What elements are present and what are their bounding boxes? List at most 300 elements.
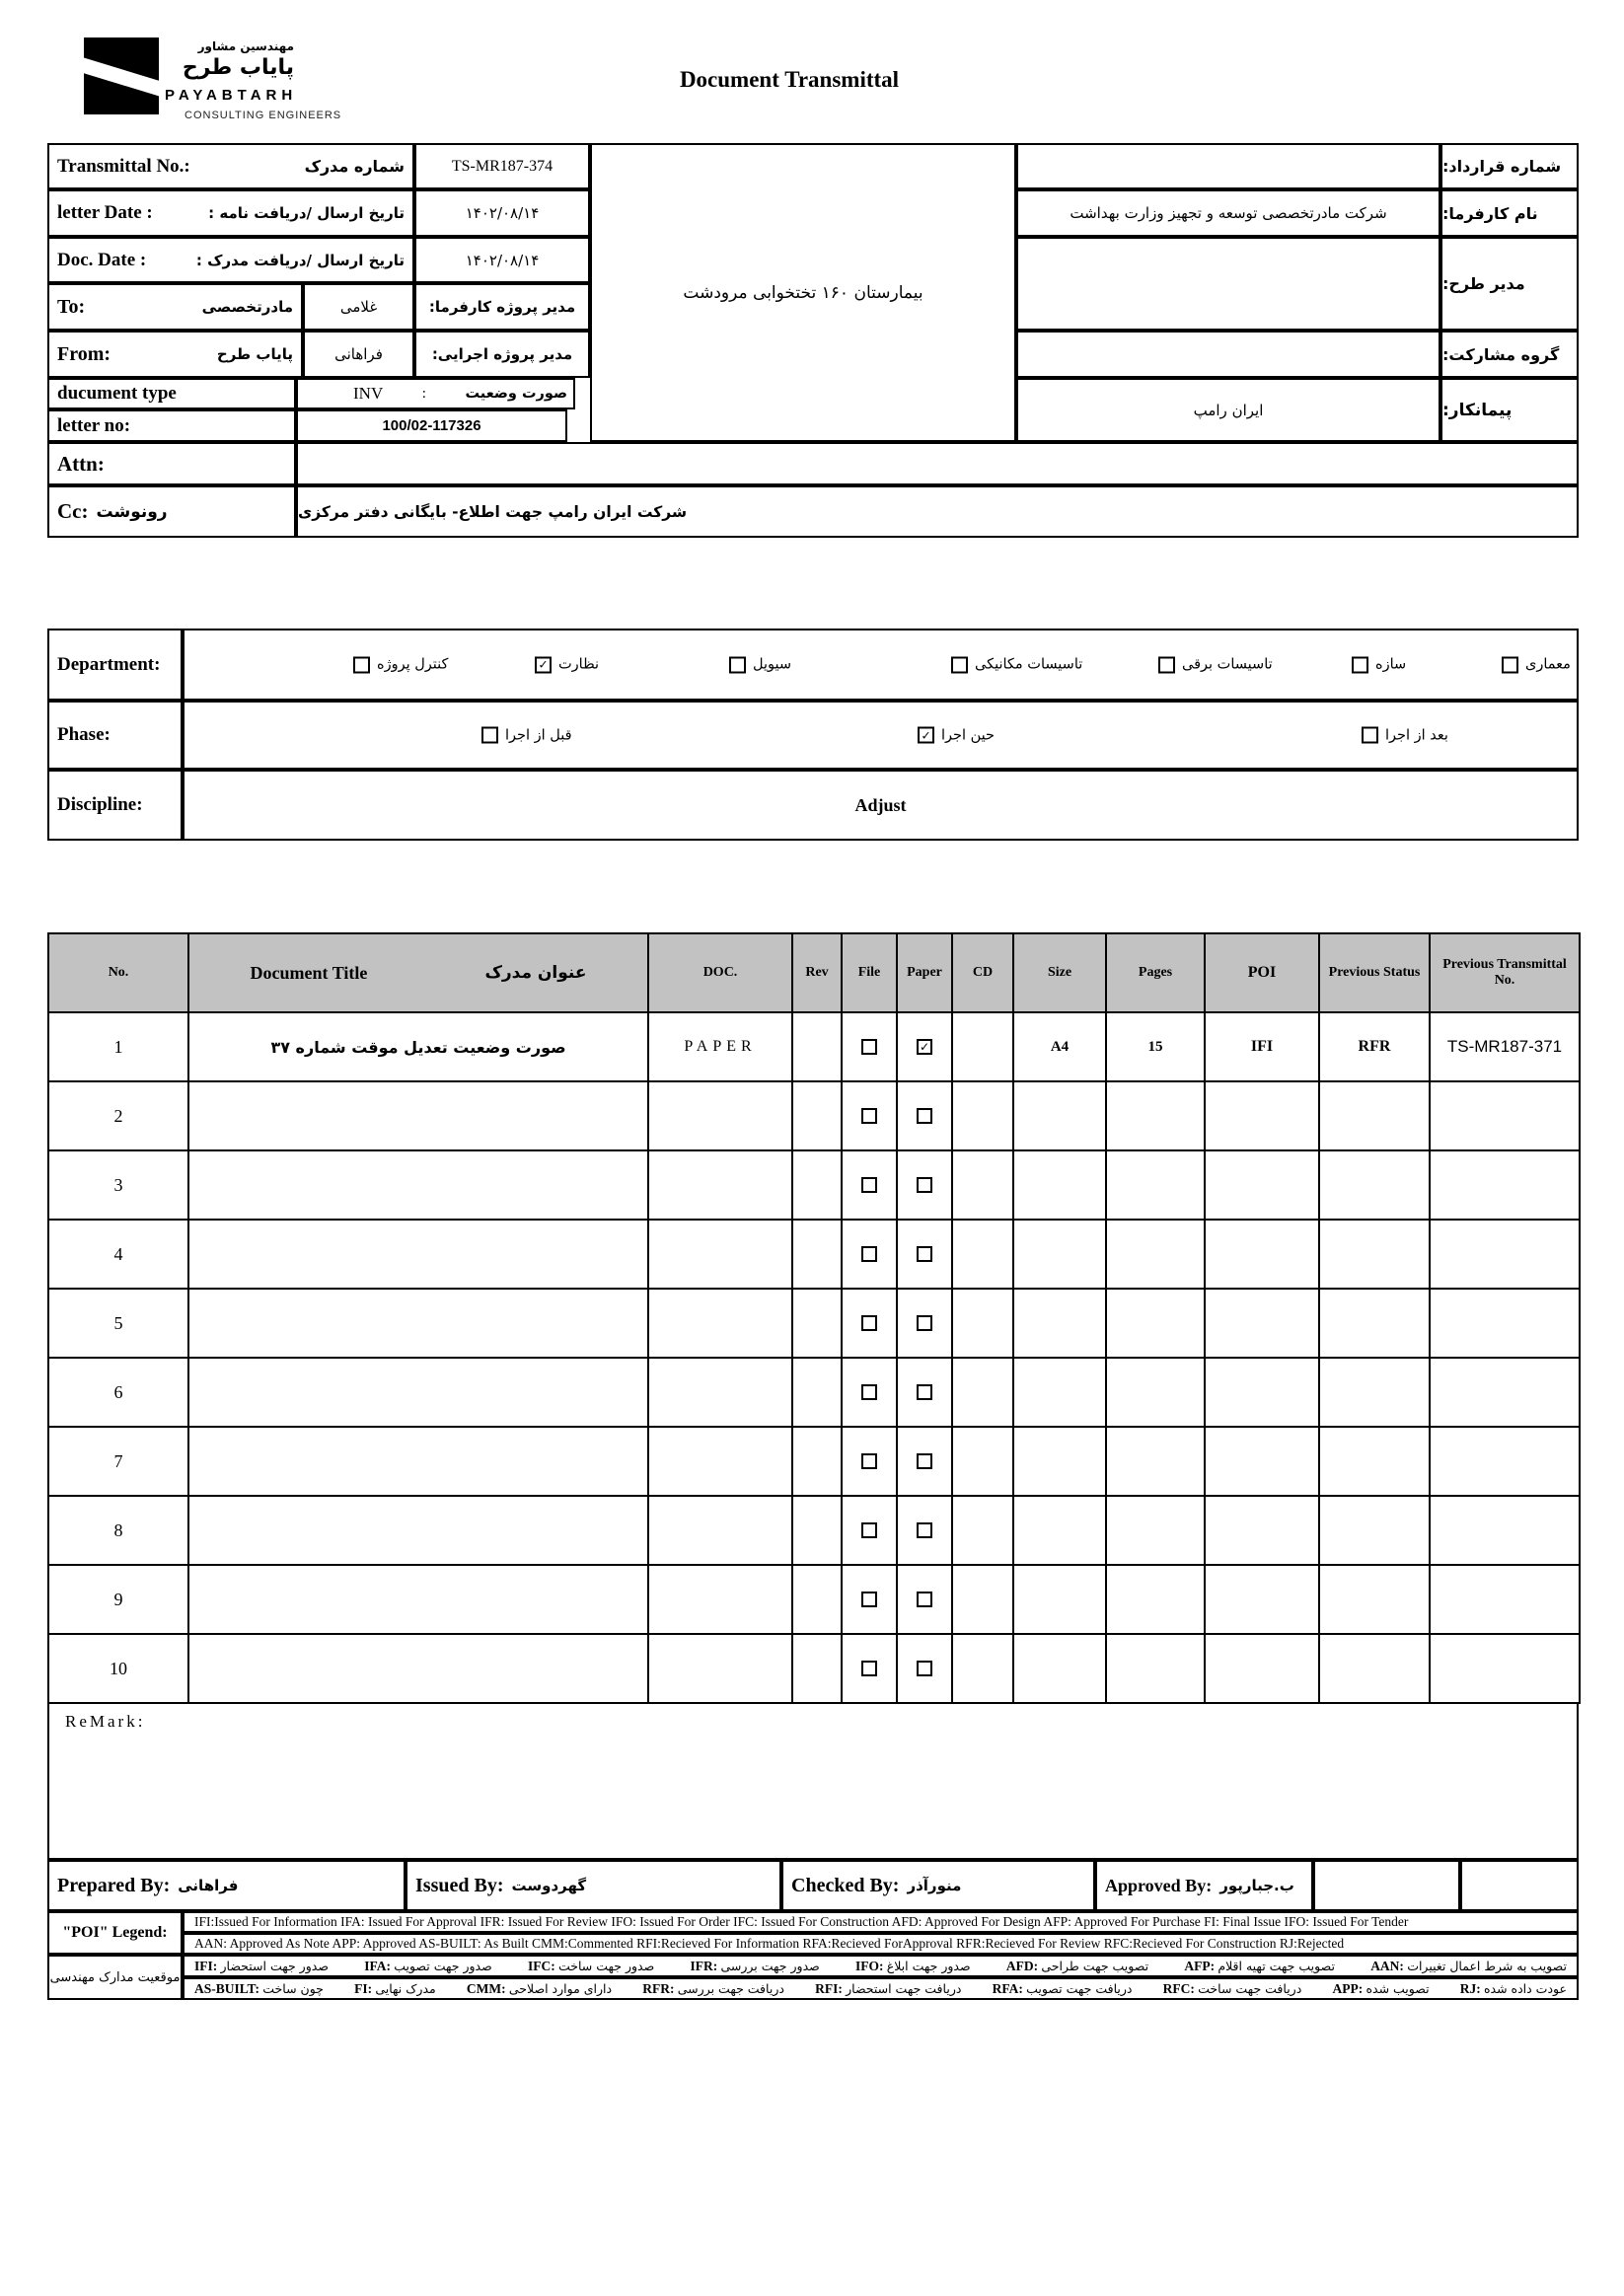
doc-cell-file (842, 1150, 897, 1220)
doc-table-header-row (48, 933, 1580, 1012)
doc-cell-pages (1106, 1150, 1205, 1220)
doc-table-row (48, 1634, 1580, 1703)
unchecked-checkbox-icon[interactable] (917, 1453, 932, 1469)
plan-manager-label: مدیر طرح: (1440, 237, 1579, 331)
phase-option-label: قبل از اجرا (505, 727, 572, 743)
phase-options-row (183, 701, 1579, 770)
doc-table-row (48, 1150, 1580, 1220)
doc-cell-title (188, 1220, 648, 1289)
doc-cell-prev-status (1319, 1081, 1430, 1150)
doc-cell-doc (648, 1150, 792, 1220)
doc-cell-doc (648, 1081, 792, 1150)
doc-cell-size (1013, 1289, 1106, 1358)
doc-cell-rev (792, 1496, 842, 1565)
doc-cell-rev (792, 1358, 842, 1427)
signature-empty-cell-1 (1313, 1860, 1460, 1911)
transmittal-no-label-fa: شماره مدرک (304, 157, 405, 176)
doc-cell-file (842, 1289, 897, 1358)
legend-entry: APP: تصویب شده (1332, 1980, 1430, 1996)
department-option[interactable] (1158, 656, 1273, 673)
client-name-value: شرکت مادرتخصصی توسعه و تجهیز وزارت بهداشت (1016, 189, 1440, 237)
doc-cell-cd (952, 1012, 1013, 1081)
doc-cell-no: 5 (48, 1289, 188, 1358)
doc-cell-no: 1 (48, 1012, 188, 1081)
cc-value: شرکت ایران رامپ جهت اطلاع- بایگانی دفتر مرکزی (296, 485, 1579, 538)
doc-cell-rev (792, 1427, 842, 1496)
from-label-cell (47, 331, 303, 378)
legend-entry: AFP: تصویب جهت تهیه اقلام (1184, 1958, 1335, 1973)
doc-cell-prev-transmittal: TS-MR187-371 (1430, 1012, 1580, 1081)
col-header-title (188, 933, 648, 1012)
doc-cell-rev (792, 1150, 842, 1220)
doc-date-label-fa: تاریخ ارسال /دریافت مدرک : (195, 251, 405, 269)
page-title: Document Transmittal (679, 67, 900, 92)
col-header-title-en: Document Title (250, 962, 368, 983)
doc-cell-prev-transmittal (1430, 1496, 1580, 1565)
doc-cell-cd (952, 1358, 1013, 1427)
doc-cell-prev-transmittal (1430, 1289, 1580, 1358)
doc-cell-doc (648, 1496, 792, 1565)
doc-cell-doc (648, 1565, 792, 1634)
unchecked-checkbox-icon[interactable] (861, 1384, 877, 1400)
doc-cell-no: 3 (48, 1150, 188, 1220)
doc-cell-pages: 15 (1106, 1012, 1205, 1081)
doc-cell-file (842, 1496, 897, 1565)
from-label-fa: پایاب طرح (216, 345, 293, 363)
department-option-label: تاسیسات مکانیکی (975, 656, 1083, 673)
doc-cell-title (188, 1496, 648, 1565)
letter-date-label-cell (47, 189, 414, 237)
unchecked-checkbox-icon[interactable] (861, 1522, 877, 1538)
document-type-label-cell (47, 378, 296, 409)
unchecked-checkbox-icon[interactable] (861, 1453, 877, 1469)
doc-cell-cd (952, 1150, 1013, 1220)
doc-date-label-cell (47, 237, 414, 283)
doc-cell-prev-status (1319, 1496, 1430, 1565)
doc-table-row (48, 1358, 1580, 1427)
doc-cell-title (188, 1150, 648, 1220)
doc-cell-no: 10 (48, 1634, 188, 1703)
doc-cell-rev (792, 1289, 842, 1358)
doc-table-row (48, 1427, 1580, 1496)
doc-cell-no: 9 (48, 1565, 188, 1634)
doc-cell-pages (1106, 1496, 1205, 1565)
doc-cell-paper (897, 1012, 952, 1081)
doc-cell-title (188, 1565, 648, 1634)
unchecked-checkbox-icon[interactable] (917, 1246, 932, 1262)
col-header-prev-transmittal: Previous Transmittal No. (1430, 933, 1580, 1012)
doc-cell-size (1013, 1634, 1106, 1703)
doc-cell-size (1013, 1358, 1106, 1427)
col-header-no: No. (48, 933, 188, 1012)
to-label-cell (47, 283, 303, 331)
unchecked-checkbox-icon[interactable] (917, 1522, 932, 1538)
doc-cell-no: 8 (48, 1496, 188, 1565)
department-option[interactable] (1502, 656, 1571, 673)
brand-name: PAYABTARH (165, 87, 298, 104)
col-header-prev-status: Previous Status (1319, 933, 1430, 1012)
to-label-fa: مادرتخصصی (201, 298, 293, 316)
doc-cell-prev-transmittal (1430, 1081, 1580, 1150)
doc-cell-prev-transmittal (1430, 1220, 1580, 1289)
legend-entry: RFA: دریافت جهت تصویب (992, 1980, 1133, 1996)
unchecked-checkbox-icon[interactable] (1352, 656, 1368, 673)
from-person: فراهانی (303, 331, 414, 378)
doc-cell-prev-status (1319, 1565, 1430, 1634)
doc-cell-title: صورت وضعیت تعدیل موقت شماره ۳۷ (188, 1012, 648, 1081)
brand-fa-line2: پایاب طرح (182, 55, 294, 80)
phase-option-label: حین اجرا (941, 727, 996, 743)
legend-entry: AAN: تصویب به شرط اعمال تغییرات (1370, 1958, 1567, 1973)
doc-cell-pages (1106, 1358, 1205, 1427)
doc-cell-pages (1106, 1427, 1205, 1496)
doc-cell-rev (792, 1012, 842, 1081)
letter-no-label-cell (47, 409, 296, 442)
unchecked-checkbox-icon[interactable] (917, 1177, 932, 1193)
department-option-label: سیویل (753, 656, 792, 673)
unchecked-checkbox-icon[interactable] (917, 1108, 932, 1124)
doc-cell-file (842, 1427, 897, 1496)
legend-en-line1: IFI:Issued For Information IFA: Issued For Approval IFR: Issued For Review IFO: Issued For Order IFC: Issued For Construction AFD: Approved For Design AFP: Approved For Purchase FI: Final Issue IFO: Issued For Tender (183, 1911, 1579, 1933)
approved-by-label: Approved By: (1105, 1875, 1213, 1895)
phase-option[interactable] (918, 727, 995, 744)
doc-cell-cd (952, 1289, 1013, 1358)
doc-table-row (48, 1081, 1580, 1150)
legend-entry: IFR: صدور جهت بررسی (690, 1958, 820, 1973)
legend-entry: RFR: دریافت جهت بررسی (642, 1980, 784, 1996)
doc-cell-doc (648, 1220, 792, 1289)
doc-cell-paper (897, 1427, 952, 1496)
doc-table-row (48, 1220, 1580, 1289)
doc-cell-no: 7 (48, 1427, 188, 1496)
department-option-label: معماری (1525, 656, 1571, 673)
doc-cell-paper (897, 1565, 952, 1634)
doc-cell-prev-status (1319, 1220, 1430, 1289)
unchecked-checkbox-icon[interactable] (1362, 727, 1378, 744)
doc-cell-file (842, 1220, 897, 1289)
doc-cell-cd (952, 1565, 1013, 1634)
doc-cell-size (1013, 1081, 1106, 1150)
letter-date-label-en: letter Date : (57, 202, 153, 223)
doc-cell-cd (952, 1634, 1013, 1703)
doc-cell-size (1013, 1496, 1106, 1565)
doc-cell-poi (1205, 1150, 1319, 1220)
legend-entry: IFC: صدور جهت ساخت (527, 1958, 655, 1973)
department-option-label: نظارت (558, 656, 600, 673)
unchecked-checkbox-icon[interactable] (917, 1384, 932, 1400)
doc-cell-poi (1205, 1634, 1319, 1703)
letter-no-label: letter no: (57, 414, 131, 436)
legend-entry: RFC: دریافت جهت ساخت (1162, 1980, 1302, 1996)
doc-cell-poi (1205, 1358, 1319, 1427)
doc-cell-file (842, 1012, 897, 1081)
document-type-label: ducument type (57, 383, 177, 404)
doc-cell-size (1013, 1427, 1106, 1496)
doc-cell-pages (1106, 1220, 1205, 1289)
attn-label-cell (47, 442, 296, 485)
unchecked-checkbox-icon[interactable] (917, 1315, 932, 1331)
unchecked-checkbox-icon[interactable] (861, 1315, 877, 1331)
col-header-poi: POI (1205, 933, 1319, 1012)
doc-cell-rev (792, 1634, 842, 1703)
doc-cell-doc (648, 1634, 792, 1703)
legend-entry: CMM: دارای موارد اصلاحی (466, 1980, 613, 1996)
letter-date-label-fa: تاریخ ارسال /دریافت نامه : (208, 204, 405, 222)
doc-cell-prev-transmittal (1430, 1634, 1580, 1703)
doc-cell-poi (1205, 1565, 1319, 1634)
department-option[interactable] (353, 656, 448, 673)
document-type-value-cell (296, 378, 575, 409)
col-header-cd: CD (952, 933, 1013, 1012)
doc-date-label-en: Doc. Date : (57, 249, 147, 270)
transmittal-no-value: TS-MR187-374 (414, 143, 590, 189)
doc-table-row (48, 1565, 1580, 1634)
plan-manager-value (1016, 237, 1440, 331)
transmittal-no-label-cell (47, 143, 414, 189)
department-option[interactable] (951, 656, 1082, 673)
doc-cell-prev-transmittal (1430, 1565, 1580, 1634)
discipline-value: Adjust (183, 770, 1579, 841)
doc-cell-rev (792, 1220, 842, 1289)
from-label-en: From: (57, 342, 111, 365)
checked-by-cell (781, 1860, 1095, 1911)
unchecked-checkbox-icon[interactable] (481, 727, 498, 744)
brand-subtitle: CONSULTING ENGINEERS (185, 110, 342, 121)
doc-cell-title (188, 1081, 648, 1150)
discipline-label-cell (47, 770, 183, 841)
col-header-doc: DOC. (648, 933, 792, 1012)
poi-legend-label: "POI" Legend: (47, 1911, 183, 1955)
legend-entry: FI: مدرک نهایی (354, 1980, 436, 1996)
doc-cell-paper (897, 1081, 952, 1150)
contractor-value: ایران رامپ (1016, 378, 1440, 442)
doc-cell-cd (952, 1427, 1013, 1496)
legend-en-line2: AAN: Approved As Note APP: Approved AS-BUILT: As Built CMM:Commented RFI:Recieved For Information RFA:Recieved ForApproval RFR:Recieved For Review RFC:Recieved For Construction RJ:Rejected (183, 1933, 1579, 1955)
doc-cell-title (188, 1358, 648, 1427)
doc-cell-poi (1205, 1081, 1319, 1150)
doc-cell-pages (1106, 1634, 1205, 1703)
department-option-label: کنترل پروژه (377, 656, 449, 673)
doc-cell-size (1013, 1565, 1106, 1634)
partnership-group-label: گروه مشارکت: (1440, 331, 1579, 378)
from-role: مدیر پروژه اجرایی: (414, 331, 590, 378)
doc-cell-prev-status (1319, 1427, 1430, 1496)
unchecked-checkbox-icon[interactable] (353, 656, 370, 673)
letter-no-value: 100/02-117326 (296, 409, 567, 442)
doc-cell-poi: IFI (1205, 1012, 1319, 1081)
unchecked-checkbox-icon[interactable] (729, 656, 746, 673)
legend-fa-line2 (183, 1977, 1579, 2000)
doc-cell-file (842, 1565, 897, 1634)
department-option-label: تاسیسات برقی (1182, 656, 1273, 673)
payabtarh-logo-icon (84, 37, 159, 114)
unchecked-checkbox-icon[interactable] (861, 1246, 877, 1262)
unchecked-checkbox-icon[interactable] (917, 1592, 932, 1607)
unchecked-checkbox-icon[interactable] (917, 1661, 932, 1676)
department-option[interactable] (1352, 656, 1406, 673)
doc-cell-poi (1205, 1496, 1319, 1565)
brand-fa-line1: مهندسین مشاور (197, 39, 294, 53)
unchecked-checkbox-icon[interactable] (1158, 656, 1175, 673)
legend-entry: IFA: صدور جهت تصویب (364, 1958, 492, 1973)
checked-checkbox-icon[interactable]: ✓ (917, 1039, 932, 1055)
doc-cell-size: A4 (1013, 1012, 1106, 1081)
checked-checkbox-icon[interactable]: ✓ (535, 656, 552, 673)
legend-entry: AFD: تصویب جهت طراحی (1005, 1958, 1149, 1973)
doc-cell-prev-status (1319, 1289, 1430, 1358)
department-option-label: سازه (1375, 656, 1407, 673)
attn-label: Attn: (57, 451, 105, 476)
doc-cell-prev-status (1319, 1150, 1430, 1220)
project-name: بیمارستان ۱۶۰ تختخوابی مرودشت (590, 143, 1016, 442)
col-header-size: Size (1013, 933, 1106, 1012)
doc-cell-paper (897, 1220, 952, 1289)
doc-cell-title (188, 1634, 648, 1703)
doc-cell-pages (1106, 1289, 1205, 1358)
legend-fa-line1 (183, 1955, 1579, 1977)
letter-date-value: ۱۴۰۲/۰۸/۱۴ (414, 189, 590, 237)
doc-cell-no: 4 (48, 1220, 188, 1289)
phase-label-cell (47, 701, 183, 770)
doc-cell-no: 2 (48, 1081, 188, 1150)
doc-cell-doc (648, 1289, 792, 1358)
doc-table-row (48, 1012, 1580, 1081)
department-option[interactable] (729, 656, 791, 673)
contractor-label: پیمانکار: (1440, 378, 1579, 442)
doc-cell-poi (1205, 1427, 1319, 1496)
issued-by-name: گهردوست (511, 1877, 587, 1894)
department-option[interactable] (535, 656, 599, 673)
cc-label-fa: رونوشت (96, 501, 168, 522)
issued-by-label: Issued By: (415, 1874, 504, 1896)
unchecked-checkbox-icon[interactable] (861, 1177, 877, 1193)
doc-cell-paper (897, 1289, 952, 1358)
unchecked-checkbox-icon[interactable] (861, 1108, 877, 1124)
doc-cell-doc: PAPER (648, 1012, 792, 1081)
prepared-by-label: Prepared By: (57, 1874, 171, 1896)
doc-cell-rev (792, 1565, 842, 1634)
to-person: غلامی (303, 283, 414, 331)
checked-by-label: Checked By: (791, 1874, 900, 1896)
unchecked-checkbox-icon[interactable] (861, 1592, 877, 1607)
unchecked-checkbox-icon[interactable] (861, 1039, 877, 1055)
doc-cell-prev-transmittal (1430, 1150, 1580, 1220)
doc-cell-size (1013, 1220, 1106, 1289)
doc-cell-doc (648, 1358, 792, 1427)
doc-cell-prev-transmittal (1430, 1358, 1580, 1427)
approved-by-cell (1095, 1860, 1313, 1911)
doc-cell-paper (897, 1150, 952, 1220)
legend-entry: IFI: صدور جهت استحضار (194, 1958, 329, 1973)
unchecked-checkbox-icon[interactable] (951, 656, 968, 673)
department-label-cell (47, 629, 183, 701)
issued-by-cell (406, 1860, 781, 1911)
cc-label-en: Cc: (57, 499, 89, 523)
col-header-file: File (842, 933, 897, 1012)
signature-empty-cell-2 (1460, 1860, 1579, 1911)
col-header-rev: Rev (792, 933, 842, 1012)
partnership-group-value (1016, 331, 1440, 378)
discipline-label: Discipline: (57, 794, 143, 815)
approved-by-name: ب.جبارپور (1219, 1877, 1294, 1894)
doc-cell-prev-transmittal (1430, 1427, 1580, 1496)
doc-cell-pages (1106, 1565, 1205, 1634)
doc-cell-paper (897, 1496, 952, 1565)
phase-option[interactable] (481, 727, 572, 744)
to-label-en: To: (57, 295, 86, 318)
col-header-title-fa: عنوان مدرک (484, 963, 587, 983)
doc-position-label: موقعیت مدارک مهندسی (47, 1955, 183, 2000)
phase-option-label: بعد از اجرا (1385, 727, 1448, 743)
col-header-pages: Pages (1106, 933, 1205, 1012)
doc-table-row (48, 1496, 1580, 1565)
logo-swoosh-icon (84, 55, 159, 102)
doc-cell-size (1013, 1150, 1106, 1220)
doc-cell-cd (952, 1220, 1013, 1289)
doc-cell-cd (952, 1081, 1013, 1150)
doc-cell-file (842, 1358, 897, 1427)
transmittal-no-label-en: Transmittal No.: (57, 155, 190, 177)
department-label: Department: (57, 653, 161, 675)
legend-entry: AS-BUILT: چون ساخت (194, 1980, 324, 1996)
doc-cell-title (188, 1289, 648, 1358)
contract-no-value (1016, 143, 1440, 189)
doc-cell-paper (897, 1634, 952, 1703)
client-name-label: نام کارفرما: (1440, 189, 1579, 237)
phase-label: Phase: (57, 724, 111, 745)
col-header-paper: Paper (897, 933, 952, 1012)
document-type-value-en: INV (353, 384, 384, 403)
doc-cell-prev-status (1319, 1634, 1430, 1703)
contract-no-label: شماره قرارداد: (1440, 143, 1579, 189)
checked-checkbox-icon[interactable]: ✓ (918, 727, 934, 744)
legend-entry: IFO: صدور جهت ابلاغ (855, 1958, 971, 1973)
doc-date-value: ۱۴۰۲/۰۸/۱۴ (414, 237, 590, 283)
prepared-by-name: فراهانی (178, 1877, 239, 1894)
doc-cell-doc (648, 1427, 792, 1496)
doc-cell-paper (897, 1358, 952, 1427)
doc-cell-no: 6 (48, 1358, 188, 1427)
document-table (47, 932, 1581, 1704)
document-type-value-fa: صورت وضعیت (465, 386, 567, 402)
document-type-colon: : (421, 385, 426, 402)
prepared-by-cell (47, 1860, 406, 1911)
doc-cell-poi (1205, 1289, 1319, 1358)
unchecked-checkbox-icon[interactable] (861, 1661, 877, 1676)
remark-box (47, 1702, 1579, 1860)
phase-option[interactable] (1362, 727, 1448, 744)
cc-label-cell (47, 485, 296, 538)
doc-cell-prev-status (1319, 1358, 1430, 1427)
doc-table-row (48, 1289, 1580, 1358)
legend-entry: RFI: دریافت جهت استحضار (815, 1980, 962, 1996)
remark-label: ReMark: (65, 1712, 146, 1731)
doc-cell-rev (792, 1081, 842, 1150)
doc-cell-prev-status: RFR (1319, 1012, 1430, 1081)
doc-cell-poi (1205, 1220, 1319, 1289)
department-options-row (183, 629, 1579, 701)
doc-cell-title (188, 1427, 648, 1496)
doc-cell-file (842, 1081, 897, 1150)
doc-cell-file (842, 1634, 897, 1703)
to-role: مدیر پروژه کارفرما: (414, 283, 590, 331)
checked-by-name: منورآذر (907, 1877, 962, 1894)
doc-cell-cd (952, 1496, 1013, 1565)
attn-value (296, 442, 1579, 485)
legend-entry: RJ: عودت داده شده (1459, 1980, 1567, 1996)
doc-cell-pages (1106, 1081, 1205, 1150)
unchecked-checkbox-icon[interactable] (1502, 656, 1518, 673)
